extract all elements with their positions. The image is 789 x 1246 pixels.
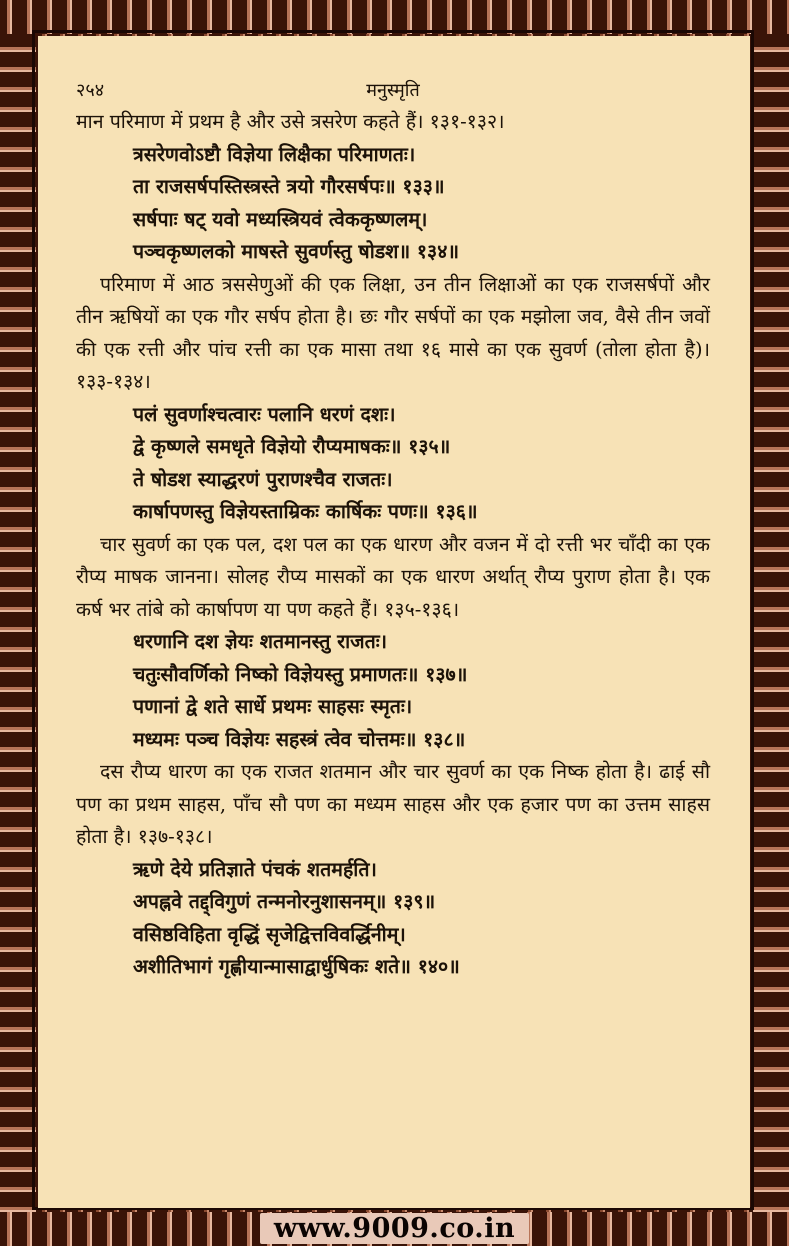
verse-line: पलं सुवर्णाश्चत्वारः पलानि धरणं दशः।: [133, 402, 396, 426]
verse-line: मध्यमः पञ्च विज्ञेयः सहस्त्रं त्वेव चोत्तमः॥ १३८॥: [133, 727, 466, 751]
verse-line: चतुःसौवर्णिको निष्को विज्ञेयस्तु प्रमाणतः॥ १३७॥: [133, 662, 468, 686]
verse-line: अपह्नवे तद्द्विगुणं तन्मनोरनुशासनम्॥ १३९॥: [133, 890, 436, 913]
verse-block: [76, 626, 710, 756]
verse-line: ऋणे देये प्रतिज्ञाते पंचकं शतमर्हति।: [133, 857, 377, 881]
verse-line: पञ्चकृष्णलको माषस्ते सुवर्णस्तु षोडश॥ १३४॥: [133, 240, 460, 263]
verse-line: द्वे कृष्णले समधृते विज्ञेयो रौप्यमाषकः॥ १३५॥: [133, 435, 451, 458]
frame-right-border: [753, 0, 789, 1246]
verse-line: अशीतिभागं गृह्णीयान्मासाद्वार्धुषिकः शते॥ १४०॥: [133, 955, 460, 978]
verse-line: धरणानि दश ज्ञेयः शतमानस्तु राजतः।: [133, 630, 388, 653]
prose-paragraph: दस रौप्य धारण का एक राजत शतमान और चार सुवर्ण का एक निष्क होता है। ढाई सौ पण का प्रथम साहस, पाँच सौ पण का मध्यम साहस और एक हजार पण का उत्तम साहस होता है। १३७-१३८।: [76, 760, 710, 848]
verse-line: कार्षापणस्तु विज्ञेयस्ताम्रिकः कार्षिकः पणः॥ १३६॥: [133, 500, 478, 523]
running-title: मनुस्मृति: [366, 80, 420, 101]
verse-line: सर्षपाः षट् यवो मध्यस्त्रियवं त्वेककृष्णलम्।: [133, 207, 428, 231]
frame-left-border: [0, 0, 36, 1246]
prose-paragraph: चार सुवर्ण का एक पल, दश पल का एक धारण और वजन में दो रत्ती भर चाँदी का एक रौप्य माषक जानना। सोलह रौप्य मासकों का एक धारण अर्थात् रौप्य पुराण होता है। एक कर्ष भर तांबे को कार्षापण या पण कहते हैं। १३५-१३६।: [76, 532, 710, 621]
prose-paragraph: परिमाण में आठ त्रससेणुओं की एक लिक्षा, उन तीन लिक्षाओं का एक राजसर्षपों और तीन ऋषियों का एक गौर सर्षप होता है। छः गौर सर्षपों का एक मझोला जव, वैसे तीन जवों की एक रत्ती और पांच रत्ती का एक मासा तथा १६ मासे का एक सुवर्ण (तोला होता है)। १३३-१३४।: [76, 272, 710, 393]
verse-line: पणानां द्वे शते सार्धे प्रथमः साहसः स्मृतः।: [133, 695, 413, 718]
website-footer: [0, 1212, 789, 1246]
prose-paragraph: मान परिमाण में प्रथम है और उसे त्रसरेण कहते हैं। १३१-१३२।: [76, 110, 505, 133]
website-url: www.9009.co.in: [260, 1213, 529, 1244]
page-number: २५४: [76, 80, 105, 101]
frame-top-border: [0, 0, 789, 34]
verse-line: ता राजसर्षपस्तिस्त्रस्ते त्रयो गौरसर्षपः॥ १३३॥: [133, 175, 445, 198]
verse-block: [76, 854, 710, 984]
verse-block: [76, 139, 710, 269]
book-page: [38, 36, 750, 1208]
page-header: [76, 72, 710, 106]
verse-line: त्रसरेणवोऽष्टौ विज्ञेया लिक्षैका परिमाणतः।: [133, 142, 416, 166]
verse-line: वसिष्ठविहिता वृद्धिं सृजेद्वित्तविवर्द्धिनीम्।: [133, 922, 406, 946]
verse-block: [76, 399, 710, 529]
verse-line: ते षोडश स्याद्धरणं पुराणश्चैव राजतः।: [133, 467, 393, 491]
